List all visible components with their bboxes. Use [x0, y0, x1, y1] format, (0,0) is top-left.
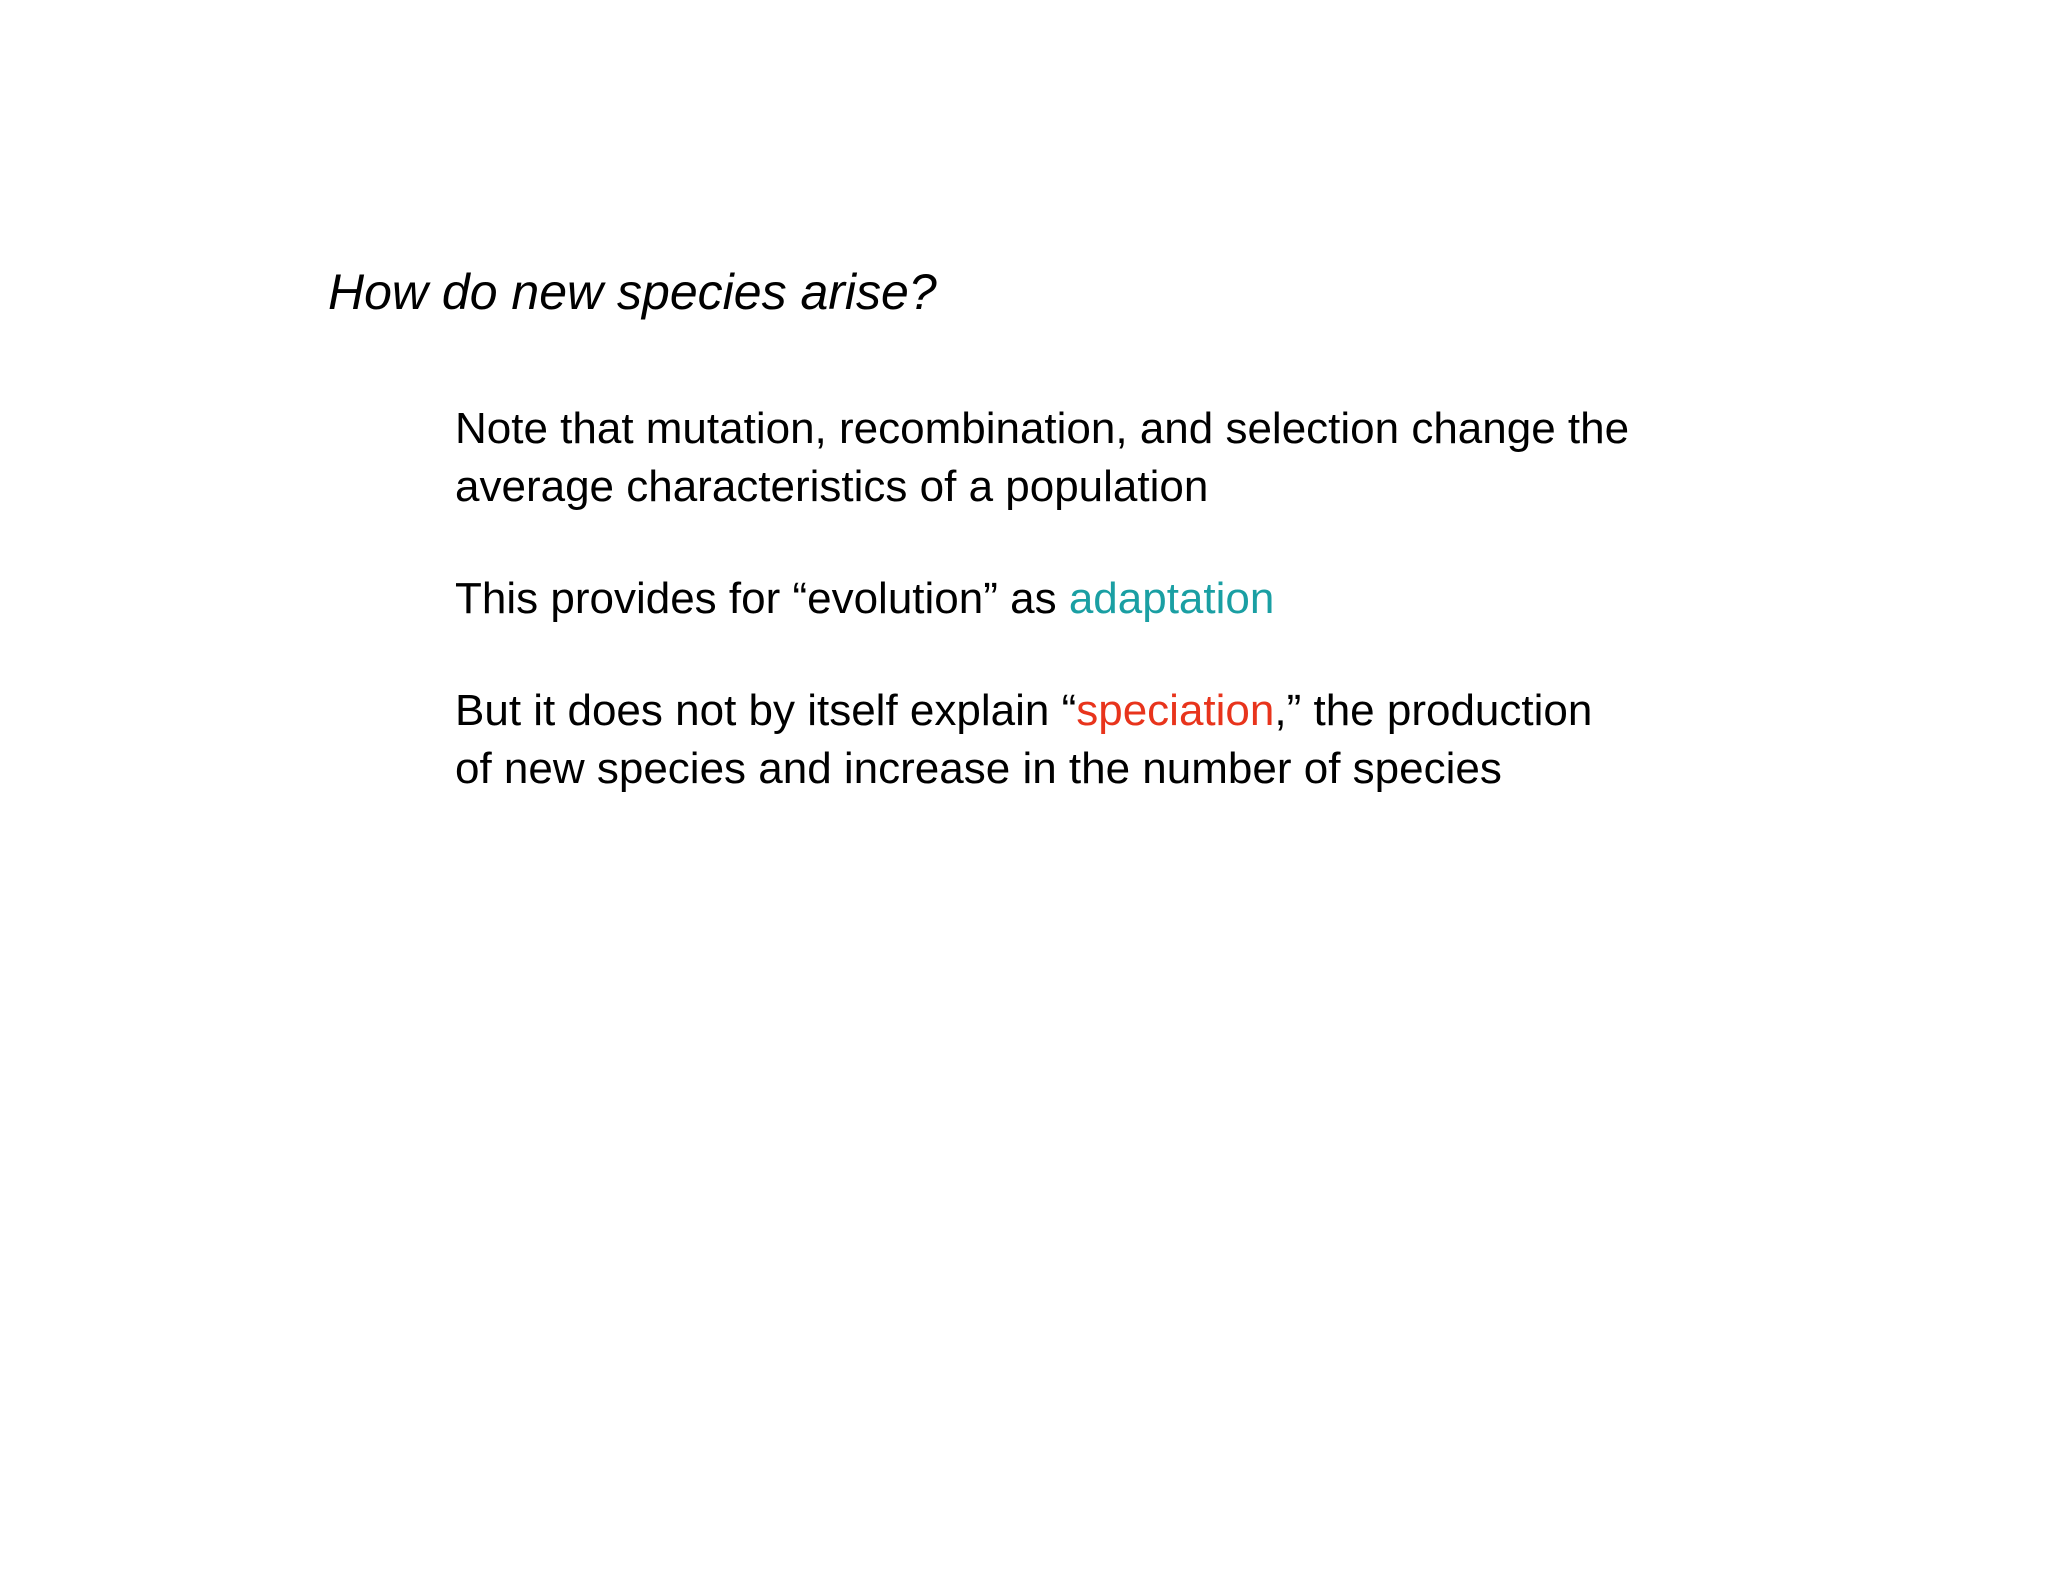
paragraph-mutation-line-2: average characteristics of a population [455, 462, 1209, 511]
paragraph-speciation-text-before: But it does not by itself explain “ [455, 686, 1077, 735]
slide-body [455, 400, 1855, 798]
adaptation-term: adaptation [1068, 574, 1275, 623]
paragraph-mutation-line-1: Note that mutation, recombination, and selection change the [455, 404, 1630, 453]
paragraph-adaptation [455, 570, 1855, 628]
paragraph-speciation [455, 682, 1855, 798]
speciation-term: speciation [1076, 686, 1275, 735]
paragraph-mutation [455, 400, 1855, 516]
paragraph-speciation-line-2: of new species and increase in the number of species [455, 744, 1502, 793]
paragraph-speciation-text-after: ,” the production [1274, 686, 1593, 735]
paragraph-speciation-line-1 [455, 682, 1855, 740]
paragraph-adaptation-text: This provides for “evolution” as [455, 574, 1069, 623]
slide-title: How do new species arise? [328, 264, 937, 320]
